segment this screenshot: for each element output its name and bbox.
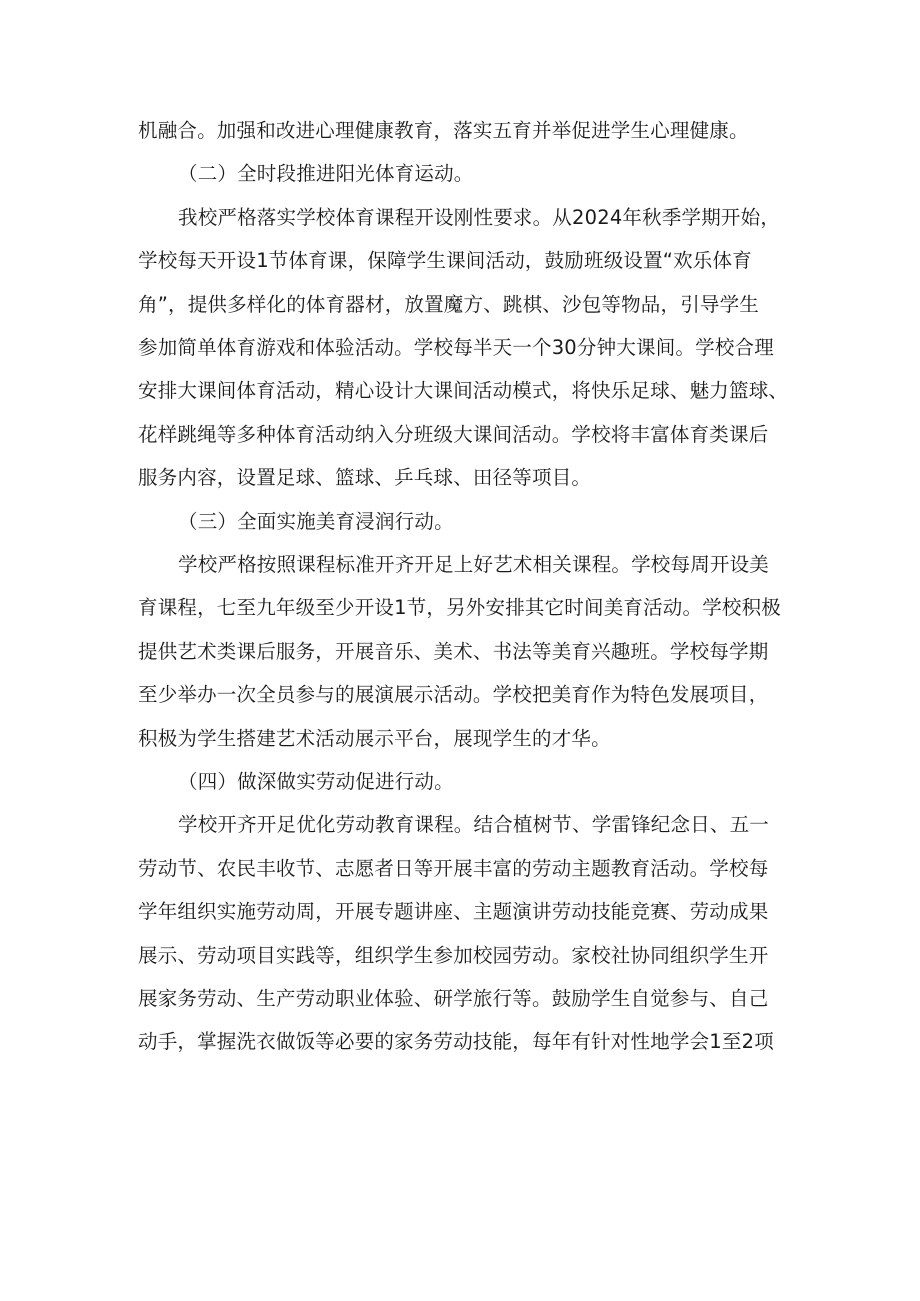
paragraph-line: 参加简单体育游戏和体验活动。学校每半天一个30分钟大课间。学校合理: [138, 336, 774, 359]
paragraph-line: 提供艺术类课后服务，开展音乐、美术、书法等美育兴趣班。学校每学期: [138, 640, 769, 663]
paragraph-line: 学校开齐开足优化劳动教育课程。结合植树节、学雷锋纪念日、五一: [178, 813, 770, 836]
paragraph-line: 角”，提供多样化的体育器材，放置魔方、跳棋、沙包等物品，引导学生: [138, 293, 760, 316]
paragraph-line: 至少举办一次全员参与的展演展示活动。学校把美育作为特色发展项目，: [138, 683, 769, 706]
paragraph-line: 育课程，七至九年级至少开设1节，另外安排其它时间美育活动。学校积极: [138, 596, 782, 619]
paragraph-line: 展示、劳动项目实践等，组织学生参加校园劳动。家校社协同组织学生开: [138, 944, 769, 967]
paragraph-line: 展家务劳动、生产劳动职业体验、研学旅行等。鼓励学生自觉参与、自己: [138, 987, 769, 1010]
paragraph-line: 花样跳绳等多种体育活动纳入分班级大课间活动。学校将丰富体育类课后: [138, 423, 769, 446]
paragraph-line: 机融合。加强和改进心理健康教育，落实五育并举促进学生心理健康。: [138, 119, 749, 142]
paragraph-line: 我校严格落实学校体育课程开设刚性要求。从2024年秋季学期开始，: [178, 206, 781, 229]
paragraph-line: 积极为学生搭建艺术活动展示平台，展现学生的才华。: [138, 727, 611, 750]
heading-text: （二）全时段推进阳光体育运动。: [178, 162, 474, 185]
heading-text: （四）做深做实劳动促进行动。: [178, 770, 454, 793]
heading-text: （三）全面实施美育浸润行动。: [178, 510, 454, 533]
paragraph-line: 学校严格按照课程标准开齐开足上好艺术相关课程。学校每周开设美: [178, 553, 770, 576]
paragraph-line: 学校每天开设1节体育课，保障学生课间活动，鼓励班级设置“欢乐体育: [138, 249, 752, 272]
paragraph-line: 劳动节、农民丰收节、志愿者日等开展丰富的劳动主题教育活动。学校每: [138, 857, 769, 880]
paragraph-line: 安排大课间体育活动，精心设计大课间活动模式，将快乐足球、魅力篮球、: [138, 379, 789, 402]
paragraph-line: 学年组织实施劳动周，开展专题讲座、主题演讲劳动技能竞赛、劳动成果: [138, 900, 769, 923]
paragraph-line: 动手，掌握洗衣做饭等必要的家务劳动技能，每年有针对性地学会1至2项: [138, 1030, 774, 1053]
paragraph-line: 服务内容，设置足球、篮球、乒乓球、田径等项目。: [138, 466, 592, 489]
